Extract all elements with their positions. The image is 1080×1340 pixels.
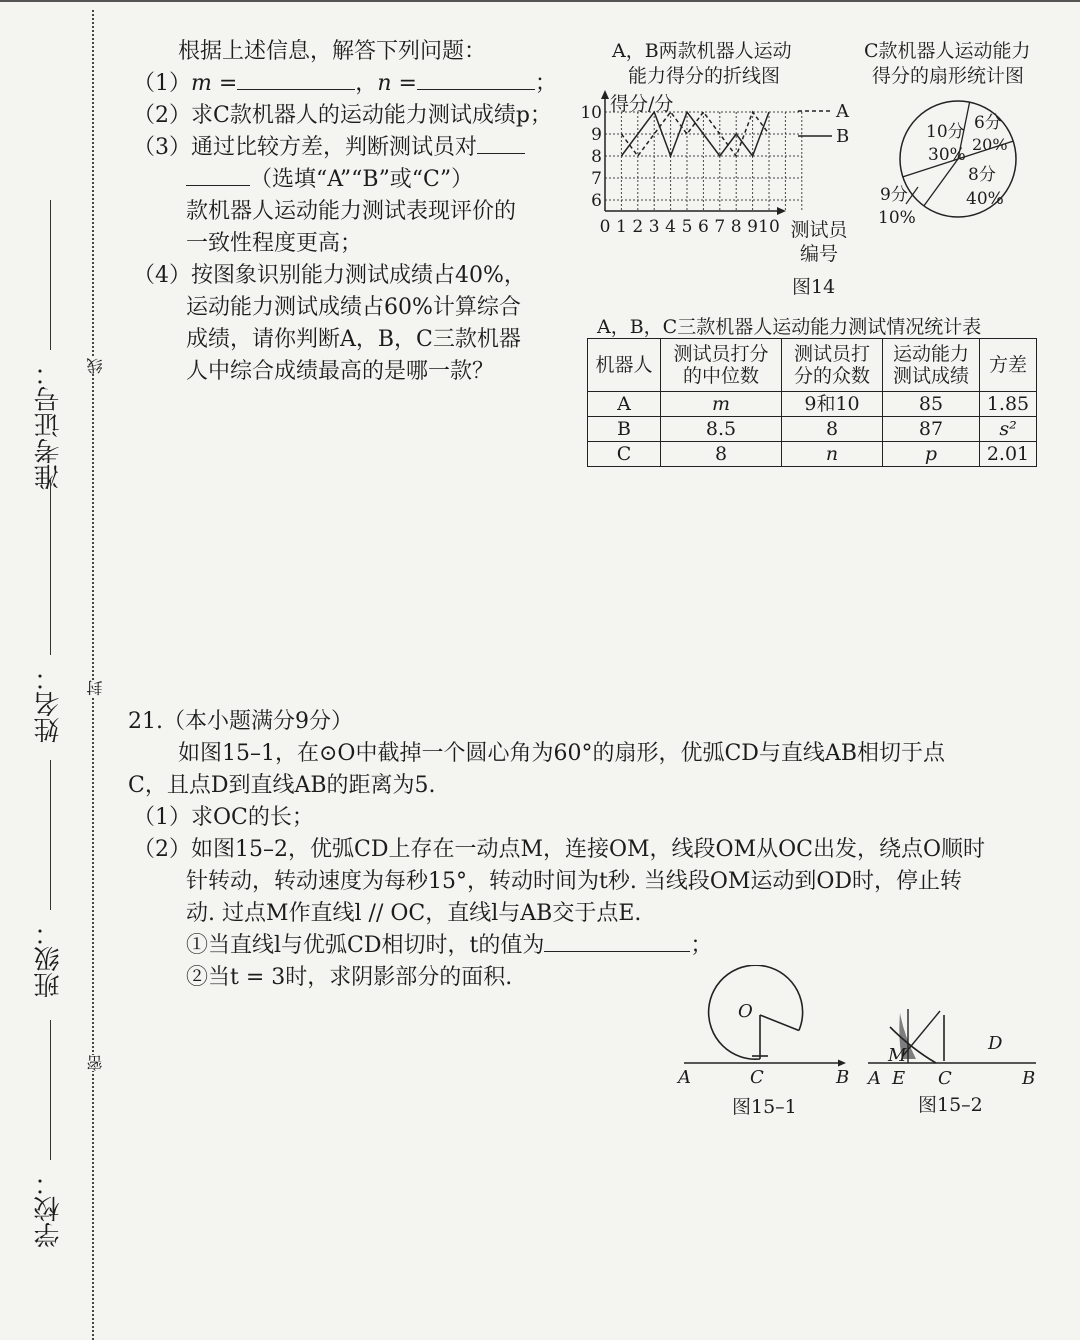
label-c: C [750, 1067, 764, 1088]
answer-blank-consistency-b[interactable] [186, 167, 250, 186]
q20-part4-line3: 成绩，请你判断A，B，C三款机器 [186, 327, 521, 352]
header-mode [782, 339, 883, 392]
q20-semicolon: ； [534, 71, 557, 96]
caption-15-2: 图15–2 [918, 1094, 983, 1116]
table-cell: 8 [661, 442, 782, 467]
answer-blank-consistency-a[interactable] [477, 135, 525, 154]
table-cell: 8 [782, 417, 883, 442]
pie-pct-6: 20% [972, 135, 1008, 154]
q20-part4-line4: 人中综合成绩最高的是哪一款？ [186, 359, 495, 384]
x-tick-label: 3 [648, 217, 660, 237]
name-label: 姓名： [34, 665, 64, 743]
stats-table [587, 338, 1037, 467]
x-tick-label: 0 [599, 217, 611, 237]
table-cell: s² [980, 417, 1037, 442]
x-axis-arrow [777, 207, 786, 215]
legend-a-label: A [836, 101, 849, 122]
x-tick-label: 9 [747, 217, 759, 237]
table-cell: p [883, 442, 980, 467]
table-cell: n [782, 442, 883, 467]
x-tick-label: 8 [730, 217, 742, 237]
margin-dotted-line [92, 10, 94, 1340]
pie-label-10: 10分 [926, 122, 965, 142]
table-row [588, 392, 1037, 417]
table-cell: 85 [883, 392, 980, 417]
q20-part1-label: （1） [133, 71, 191, 96]
line-chart-title-2: 能力得分的折线图 [628, 65, 781, 87]
q21-part2-sub1 [186, 928, 712, 959]
radius-od [760, 1015, 799, 1031]
table-cell: m [661, 392, 782, 417]
header-median-l1: 测试员打分 [673, 343, 769, 365]
label-c2: C [938, 1068, 952, 1089]
name-blank-line [50, 480, 51, 655]
major-arc-cd [709, 965, 803, 1059]
q20-comma: ， [355, 71, 378, 96]
table-row [588, 417, 1037, 442]
q20-part4-line1: （4）按图象识别能力测试成绩占40%， [133, 263, 526, 288]
caption-15-1: 图15–1 [732, 1096, 797, 1118]
header-score-l2: 测试成绩 [892, 365, 969, 387]
seal-char-mi: 密 [86, 1055, 105, 1071]
q20-n-symbol: n = [377, 71, 417, 96]
header-mode-l1: 测试员打 [793, 343, 870, 365]
header-variance [980, 339, 1037, 392]
q20-part3-line2 [186, 162, 473, 193]
y-axis-label: 得分/分 [610, 93, 674, 115]
q21-part2-line1: （2）如图15–2，优弧CD上存在一动点M，连接OM，线段OM从OC出发，绕点O顺时 [133, 837, 986, 862]
q21-part2-line3: 动. 过点M作直线l // OC，直线l与AB交于点E. [186, 901, 642, 926]
pie-label-8: 8分 [968, 165, 996, 185]
table-cell: 87 [883, 417, 980, 442]
label-e: E [892, 1068, 906, 1089]
header-robot-text: 机器人 [595, 354, 653, 376]
q21-line2: C，且点D到直线AB的距离为5. [128, 773, 436, 798]
header-mode-l2: 分的众数 [793, 365, 870, 387]
y-tick-label: 6 [591, 191, 602, 211]
pie-chart-title-2: 得分的扇形统计图 [872, 65, 1025, 87]
seal-char-feng: 封 [86, 680, 105, 696]
q21-sub1-text: ①当直线l与优弧CD相切时，t的值为 [186, 933, 545, 958]
q21-line1: 如图15–1，在⊙O中截掉一个圆心角为60°的扇形，优弧CD与直线AB相切于点 [178, 741, 945, 766]
pie-pct-10: 30% [928, 145, 966, 165]
table-row [588, 442, 1037, 467]
q20-part3-text: （3）通过比较方差，判断测试员对 [133, 135, 477, 160]
header-variance-text: 方差 [988, 354, 1027, 376]
pie-pct-8: 40% [966, 189, 1004, 209]
pie-label-9: 9分 [880, 185, 908, 205]
top-rule [0, 0, 1080, 2]
y-tick-label: 8 [591, 147, 602, 167]
legend-b-label: B [836, 126, 850, 147]
line-ab-arrow [838, 1060, 846, 1067]
pie-chart-title-1: C款机器人运动能力 [864, 40, 1031, 62]
label-d: D [988, 1033, 1003, 1054]
y-axis-arrow [601, 90, 609, 99]
class-blank-line [50, 760, 51, 910]
table-cell: C [588, 442, 661, 467]
label-b2: B [1022, 1068, 1036, 1089]
table-cell: 9和10 [782, 392, 883, 417]
x-tick-label: 1 [615, 217, 627, 237]
table-header-row [588, 339, 1037, 392]
table-cell: A [588, 392, 661, 417]
school-blank-line [50, 1020, 51, 1160]
q20-part3-line1 [133, 130, 525, 161]
header-robot [588, 339, 661, 392]
answer-blank-n[interactable] [417, 71, 535, 90]
header-score [883, 339, 980, 392]
pie-chart [870, 92, 1070, 242]
label-a: A [678, 1067, 691, 1088]
header-median [661, 339, 782, 392]
figure-14-caption: 图14 [792, 276, 836, 298]
pie-divider-8-9 [924, 159, 958, 206]
table-cell: B [588, 417, 661, 442]
label-o: O [738, 1001, 753, 1022]
q21-sub1-end: ； [690, 933, 713, 958]
seal-char-xian: 线 [86, 358, 105, 374]
pie-pct-9: 10% [878, 208, 916, 228]
x-axis-label: 测试员编号 [790, 219, 848, 265]
q21-part1: （1）求OC的长； [133, 805, 314, 830]
q20-part3-line3: 款机器人运动能力测试表现评价的 [186, 199, 517, 224]
class-label: 班级： [34, 920, 64, 998]
table-cell: 8.5 [661, 417, 782, 442]
x-tick-label: 6 [697, 217, 709, 237]
figure-15-2 [860, 1005, 1050, 1125]
y-tick-label: 7 [591, 169, 602, 189]
table-title: A，B，C三款机器人运动能力测试情况统计表 [597, 316, 982, 338]
x-tick-label: 10 [758, 217, 780, 237]
table-cell: 1.85 [980, 392, 1037, 417]
answer-blank-t[interactable] [544, 933, 690, 952]
q20-part1 [133, 66, 557, 97]
q21-part2-sub2: ②当t = 3时，求阴影部分的面积. [186, 965, 513, 990]
answer-blank-m[interactable] [237, 71, 355, 90]
line-chart-title-1: A，B两款机器人运动 [612, 40, 792, 62]
label-b: B [836, 1067, 850, 1088]
pie-label-6: 6分 [974, 113, 1002, 133]
x-tick-label: 7 [714, 217, 726, 237]
school-label: 学校： [34, 1170, 64, 1248]
q21-heading: 21.（本小题满分9分） [128, 709, 353, 734]
exam-number-label: 准考证号： [34, 360, 64, 490]
x-tick-label: 2 [632, 217, 644, 237]
x-tick-label: 4 [665, 217, 677, 237]
header-score-l1: 运动能力 [892, 343, 969, 365]
q20-part4-line2: 运动能力测试成绩占60%计算综合 [186, 295, 521, 320]
y-tick-label: 10 [580, 103, 602, 123]
figure-15-1 [670, 965, 860, 1125]
q20-intro: 根据上述信息，解答下列问题： [178, 39, 487, 64]
label-m: M [888, 1045, 907, 1066]
exam-number-blank-line [50, 200, 51, 350]
q20-m-symbol: m = [191, 71, 238, 96]
header-median-l2: 的中位数 [682, 365, 759, 387]
table-cell: 2.01 [980, 442, 1037, 467]
q20-part2: （2）求C款机器人的运动能力测试成绩p； [133, 103, 552, 128]
q20-part3-options: （选填“A”“B”或“C”） [250, 167, 474, 192]
x-tick-label: 5 [681, 217, 693, 237]
q20-part3-line4: 一致性程度更高； [186, 231, 363, 256]
label-a2: A [868, 1068, 881, 1089]
q21-part2-line2: 针转动，转动速度为每秒15°，转动时间为t秒. 当线段OM运动到OD时，停止转 [186, 869, 963, 894]
y-tick-label: 9 [591, 125, 602, 145]
